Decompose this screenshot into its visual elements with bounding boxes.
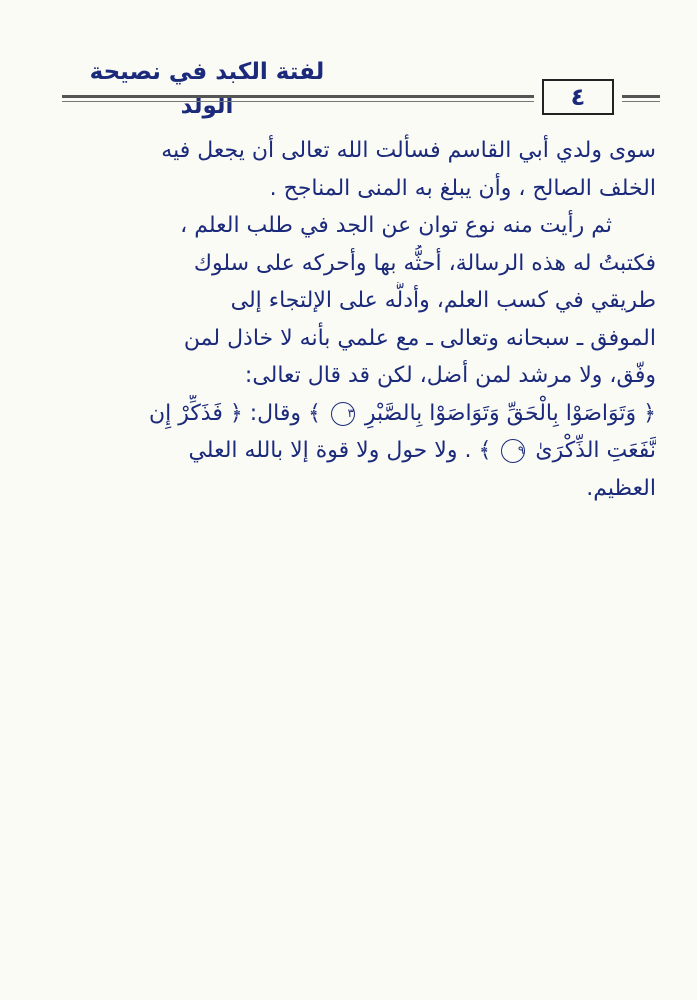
verse-line-1 xyxy=(46,395,656,433)
verse-number-1: ٣ xyxy=(331,402,355,426)
text-line-4: فكتبتُ له هذه الرسالة، أحثُّه بها وأحركه على سلوك xyxy=(193,250,656,276)
closing-text-1: ولا حول ولا قوة إلا بالله العلي xyxy=(188,438,458,463)
text-line-6: الموفق ـ سبحانه وتعالى ـ مع علمي بأنه لا خاذل لمن xyxy=(183,325,656,351)
body-text xyxy=(46,132,656,507)
header-rule-short-thin xyxy=(622,101,660,102)
text-line-2: الخلف الصالح ، وأن يبلغ به المنى المناجح . xyxy=(269,175,656,201)
verse-close-2: ﴾ . xyxy=(464,438,492,463)
running-title: لفتة الكبد في نصيحة الولد xyxy=(89,59,325,119)
quran-verse-1: ﴿ وَتَوَاصَوْا بِالْحَقِّ وَتَوَاصَوْا بِالصَّبْرِ xyxy=(364,400,656,426)
page-number: ٤ xyxy=(542,79,614,115)
verse-line-2 xyxy=(46,432,656,470)
quran-verse-2-cont: نَّفَعَتِ الذِّكْرَىٰ xyxy=(535,438,656,463)
text-line-1: سوى ولدي أبي القاسم فسألت الله تعالى أن يجعل فيه xyxy=(161,138,656,163)
verse-number-2: ٩ xyxy=(501,439,525,463)
said-label: وقال: xyxy=(249,400,302,426)
text-line-last: العظيم. xyxy=(586,475,656,501)
text-line-7: وفّق، ولا مرشد لمن أضل، لكن قد قال تعالى: xyxy=(244,363,656,388)
header-rule xyxy=(62,95,534,98)
header-rule-thin xyxy=(62,101,534,102)
verse-close-1: ﴾ xyxy=(308,400,321,426)
page-header xyxy=(40,55,670,119)
quran-verse-2-start: ﴿ فَذَكِّرْ إِن xyxy=(148,400,243,426)
text-line-5: طريقي في كسب العلم، وأدلُّه على الإلتجاء إلى xyxy=(230,288,656,313)
text-line-3: ثم رأيت منه نوع توان عن الجد في طلب العلم ، xyxy=(180,213,612,238)
header-rule-short xyxy=(622,95,660,98)
